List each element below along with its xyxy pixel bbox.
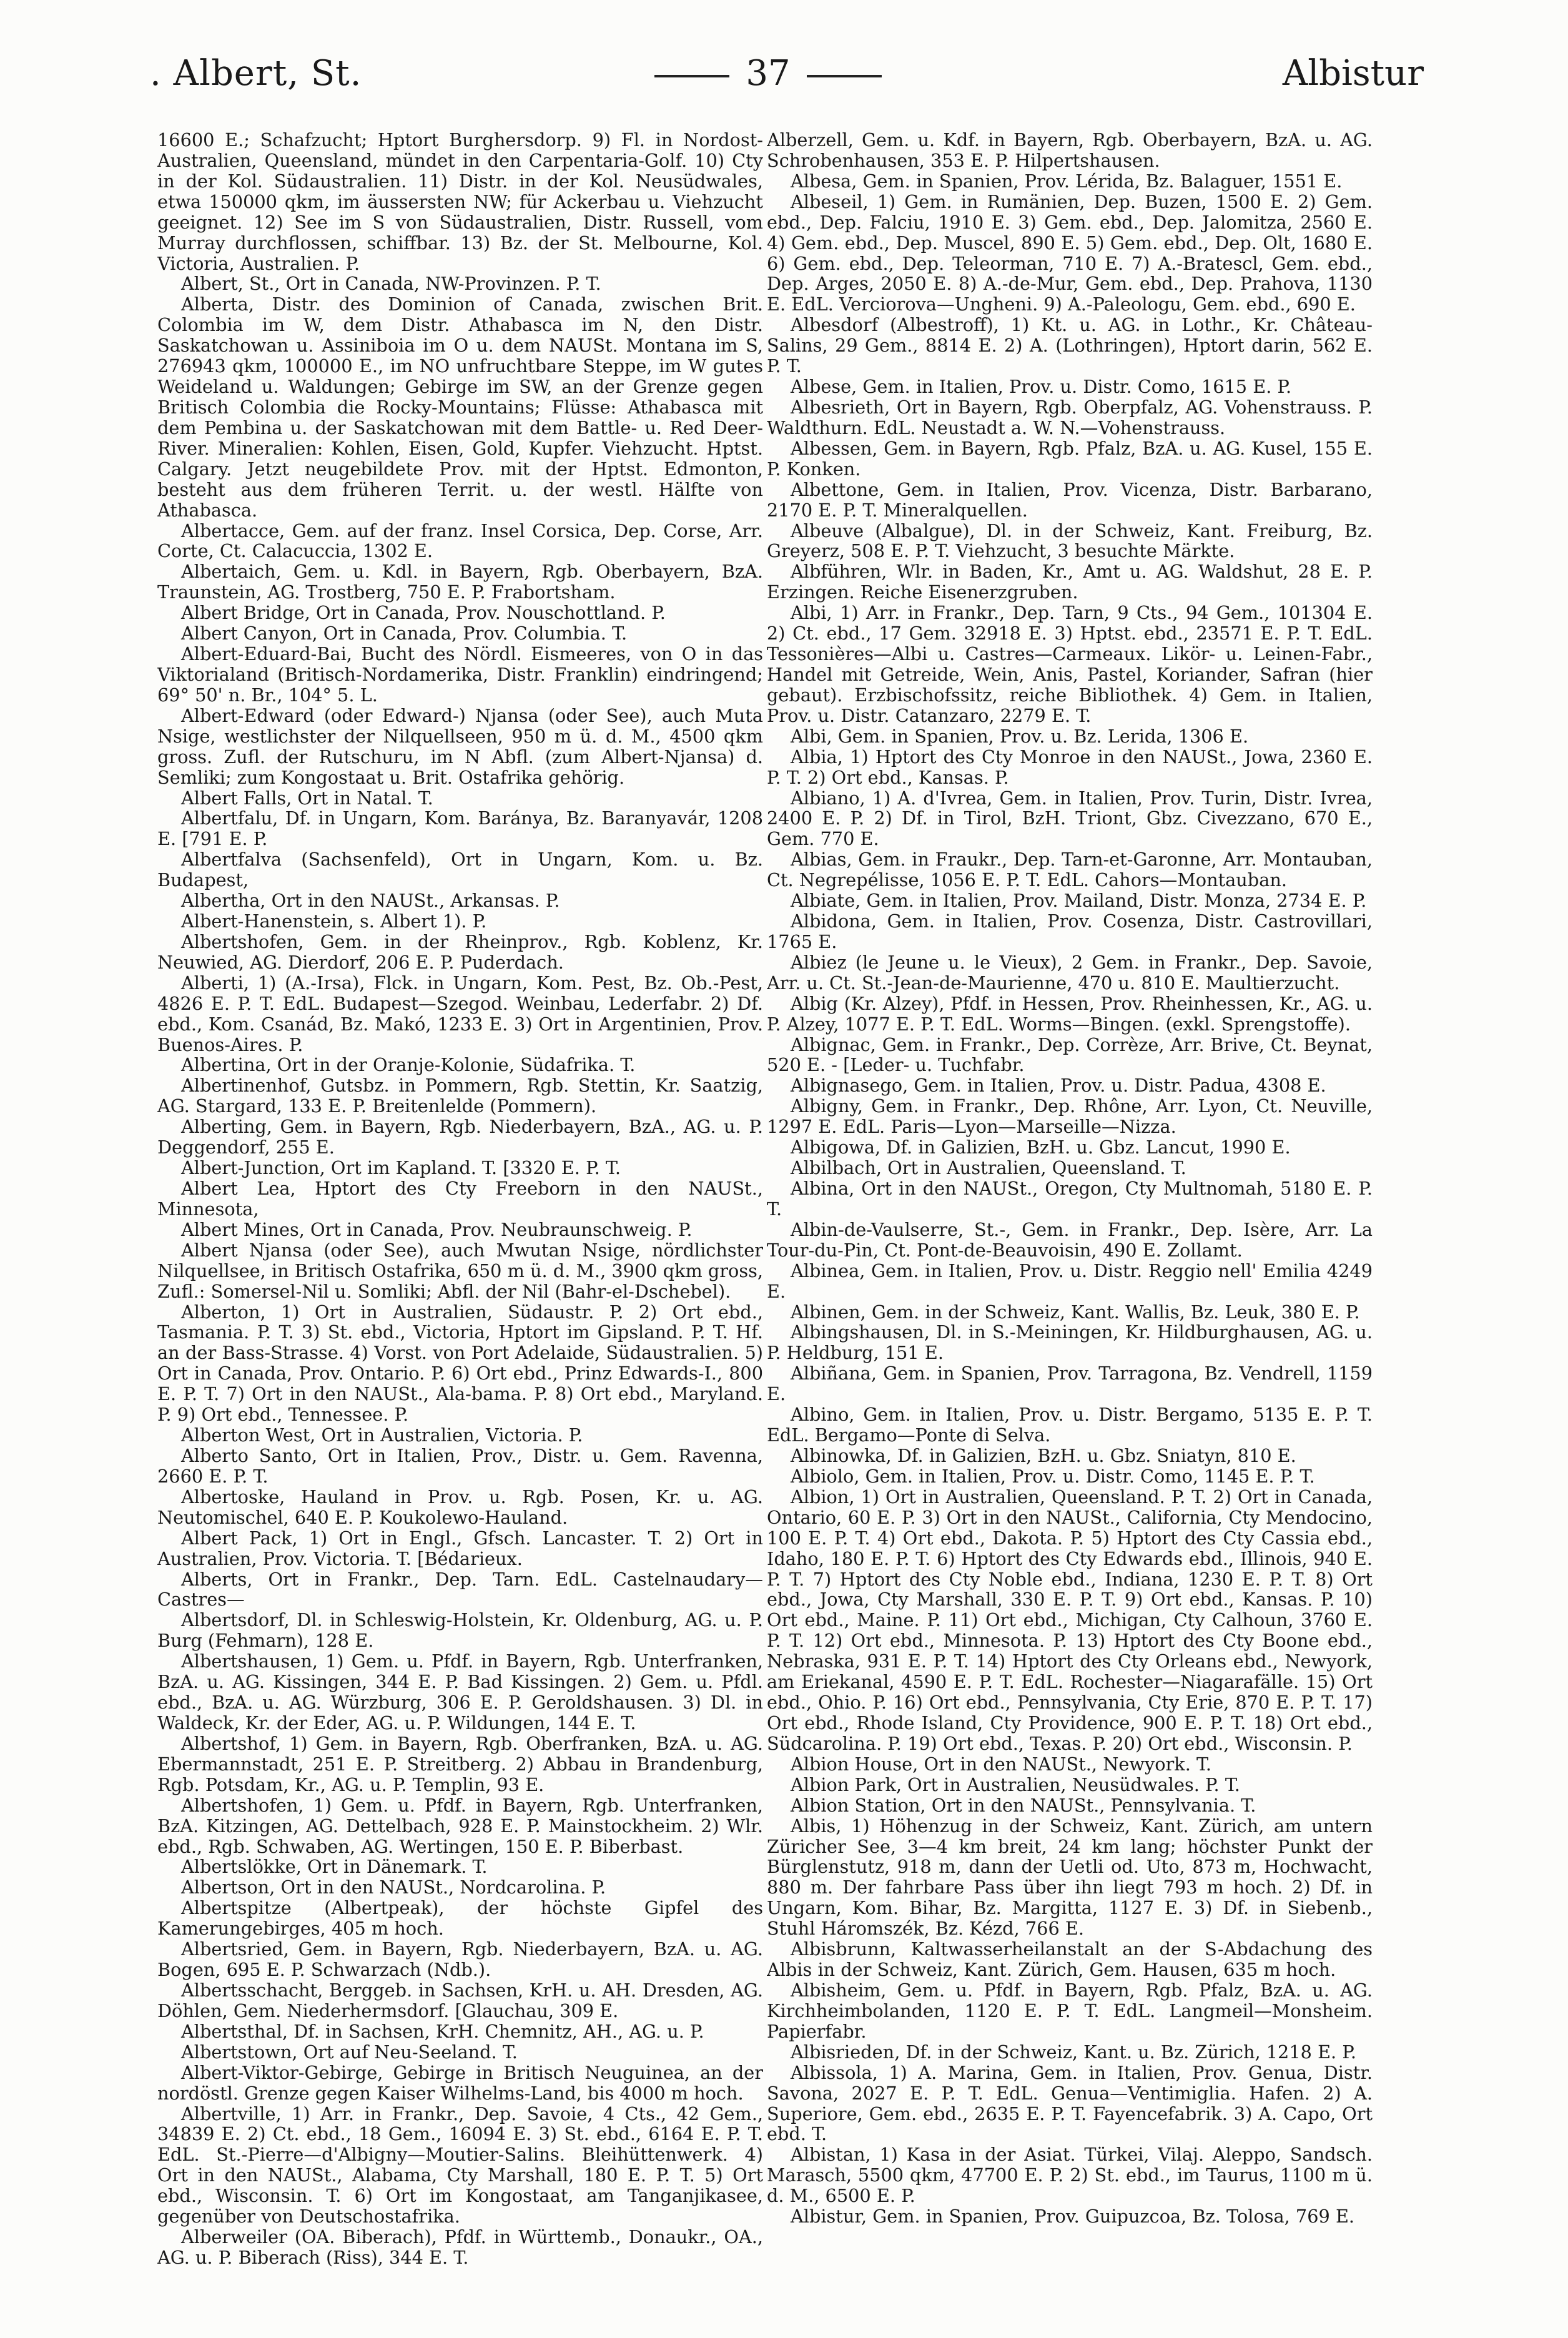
gazetteer-entry: Albertstown, Ort auf Neu-Seeland. T. [181, 2041, 518, 2063]
gazetteer-entry: Albert-Junction, Ort im Kapland. T. [3320 E. P. T. [181, 1157, 621, 1179]
gazetteer-entry: Albese, Gem. in Italien, Prov. u. Distr. Como, 1615 E. P. [791, 376, 1292, 398]
gazetteer-entry: Albertslökke, Ort in Dänemark. T. [181, 1856, 488, 1878]
gazetteer-entry: Albertaich, Gem. u. Kdl. in Bayern, Rgb. Oberbayern, BzA. Traunstein, AG. Trostberg, 750 E. P. Frabortsham. [157, 561, 763, 603]
gazetteer-entry: Albert, St., Ort in Canada, NW-Provinzen. P. T. [181, 273, 601, 295]
gazetteer-entry: Albingshausen, Dl. in S.-Meiningen, Kr. Hildburghausen, AG. u. P. Heldburg, 151 E. [767, 1321, 1373, 1364]
gazetteer-entry: Albesdorf (Albestroff), 1) Kt. u. AG. in Lothr., Kr. Château-Salins, 29 Gem., 8814 E. 2) A. (Lothringen), Hptort darin, 562 E. P. T. [767, 314, 1373, 377]
gazetteer-entry: Alberti, 1) (A.-Irsa), Flck. in Ungarn, Kom. Pest, Bz. Ob.-Pest, 4826 E. P. T. EdL. Budapest—Szegod. Weinbau, Lederfabr. 2) Df. ebd., Kom. Csanád, Bz. Makó, 1233 E. 3) Ort in Argentinien, Prov. Buenos-Aires. P. [157, 972, 763, 1055]
gazetteer-entry: Albin-de-Vaulserre, St.-, Gem. in Frankr., Dep. Isère, Arr. La Tour-du-Pin, Ct. Pont-de-Beauvoisin, 490 E. Zollamt. [767, 1218, 1373, 1261]
gazetteer-entry: Alberton West, Ort in Australien, Victoria. P. [181, 1424, 583, 1446]
gazetteer-entry: Albessen, Gem. in Bayern, Rgb. Pfalz, BzA. u. AG. Kusel, 155 E. P. Konken. [767, 437, 1373, 480]
gazetteer-entry: Albettone, Gem. in Italien, Prov. Vicenza, Distr. Barbarano, 2170 E. P. T. Mineralquellen. [767, 478, 1373, 521]
gazetteer-entry: Albistan, 1) Kasa in der Asiat. Türkei, Vilaj. Aleppo, Sandsch. Marasch, 5500 qkm, 47700 E. P. 2) St. ebd., im Taurus, 1100 m ü. d. M., 6500 E. P. [767, 2144, 1373, 2207]
gazetteer-entry: Albertsschacht, Berggeb. in Sachsen, KrH. u. AH. Dresden, AG. Döhlen, Gem. Niederhermsdorf. [Glauchau, 309 E. [157, 1979, 763, 2021]
gazetteer-entry: Albeseil, 1) Gem. in Rumänien, Dep. Buzen, 1500 E. 2) Gem. ebd., Dep. Falciu, 1910 E. 3) Gem. ebd., Dep. Jalomitza, 2560 E. 4) Gem. ebd., Dep. Muscel, 890 E. 5) Gem. ebd., Dep. Olt, 1680 E. 6) Gem. ebd., Dep. Teleorman, 710 E. 7) A.-Bratescl, Gem. ebd., Dep. Arges, 2050 E. 8) A.-de-Mur, Gem. ebd., Dep. Prahova, 1130 E. EdL. Verciorova—Ungheni. 9) A.-Paleologu, Gem. ebd., 690 E. [767, 190, 1373, 315]
gazetteer-entry: Albistur, Gem. in Spanien, Prov. Guipuzcoa, Bz. Tolosa, 769 E. [791, 2206, 1355, 2227]
gazetteer-entry: Albion, 1) Ort in Australien, Queensland. P. T. 2) Ort in Canada, Ontario, 60 E. P. 3) Ort in den NAUSt., California, Cty Mendocino, 100 E. P. T. 4) Ort ebd., Dakota. P. 5) Hptort des Cty Cassia ebd., Idaho, 180 E. P. T. 6) Hptort des Cty Edwards ebd., Illinois, 940 E. P. T. 7) Hptort des Cty Noble ebd., Indiana, 1230 E. P. T. 8) Ort ebd., Jowa, Cty Marshall, 330 E. P. T. 9) Ort ebd., Kansas. P. 10) Ort ebd., Maine. P. 11) Ort ebd., Michigan, Cty Calhoun, 3760 E. P. T. 12) Ort ebd., Minnesota. P. 13) Hptort des Cty Boone ebd., Nebraska, 931 E. P. T. 14) Hptort des Cty Orleans ebd., Newyork, am Eriekanal, 4590 E. P. T. EdL. Rochester—Niagarafälle. 15) Ort ebd., Ohio. P. 16) Ort ebd., Pennsylvania, Cty Erie, 870 E. P. T. 17) Ort ebd., Rhode Island, Cty Providence, 900 E. P. T. 18) Ort ebd., Südcarolina. P. 19) Ort ebd., Texas. P. 20) Ort ebd., Wisconsin. P. [767, 1486, 1373, 1754]
gazetteer-entry: Albias, Gem. in Fraukr., Dep. Tarn-et-Garonne, Arr. Montauban, Ct. Negrepélisse, 1056 E. P. T. EdL. Cahors—Montauban. [767, 849, 1373, 891]
gazetteer-entry: Alberting, Gem. in Bayern, Rgb. Niederbayern, BzA., AG. u. P. Deggendorf, 255 E. [157, 1116, 763, 1158]
gazetteer-entry: Albertshofen, 1) Gem. u. Pfdf. in Bayern, Rgb. Unterfranken, BzA. Kitzingen, AG. Dettelbach, 928 E. P. Mainstockheim. 2) Wlr. ebd., Rgb. Schwaben, AG. Wertingen, 150 E. P. Biberbast. [157, 1794, 763, 1857]
gazetteer-entry: 16600 E.; Schafzucht; Hptort Burghersdorp. 9) Fl. in Nordost-Australien, Queensland, mündet in den Carpentaria-Golf. 10) Cty in der Kol. Südaustralien. 11) Distr. in der Kol. Neusüdwales, etwa 150000 qkm, im äussersten NW; für Ackerbau u. Viehzucht geeignet. 12) See im S von Südaustralien, Distr. Russell, vom Murray durchflossen, schiffbar. 13) Bz. der St. Melbourne, Kol. Victoria, Australien. P. [157, 130, 763, 274]
gazetteer-entry: Albert Njansa (oder See), auch Mwutan Nsige, nördlichster Nilquellsee, in Britisch Ostafrika, 650 m ü. d. M., 3900 qkm gross, Zufl.: Somersel-Nil u. Somliki; Abfl. der Nil (Bahr-el-Dschebel). [157, 1239, 763, 1302]
gazetteer-entry: Albertspitze (Albertpeak), der höchste Gipfel des Kamerungebirges, 405 m hoch. [157, 1897, 763, 1940]
gazetteer-entry: Albi, 1) Arr. in Frankr., Dep. Tarn, 9 Cts., 94 Gem., 101304 E. 2) Ct. ebd., 17 Gem. 32918 E. 3) Hptst. ebd., 23571 E. P. T. EdL. Tessonières—Albi u. Castres—Carmeaux. Likör- u. Leinen-Fabr., Handel mit Getreide, Wein, Anis, Pastel, Koriander, Safran (hier gebaut). Erzbischofssitz, reiche Bibliothek. 4) Gem. in Italien, Prov. u. Distr. Catanzaro, 2279 E. T. [767, 602, 1373, 726]
header-rule-right [807, 75, 882, 77]
gazetteer-entry: Albia, 1) Hptort des Cty Monroe in den NAUSt., Jowa, 2360 E. P. T. 2) Ort ebd., Kansas. P. [767, 746, 1373, 788]
gazetteer-entry: Albertville, 1) Arr. in Frankr., Dep. Savoie, 4 Cts., 42 Gem., 34839 E. 2) Ct. ebd., 18 Gem., 16094 E. 3) St. ebd., 6164 E. P. T. EdL. St.-Pierre—d'Albigny—Moutier-Salins. Bleihüttenwerk. 4) Ort in den NAUSt., Alabama, Cty Marshall, 180 E. P. T. 5) Ort ebd., Wisconsin. T. 6) Ort im Kongostaat, am Tanganjikasee, gegenüber von Deutschostafrika. [157, 2103, 763, 2227]
page-number-block [612, 53, 924, 94]
gazetteer-entry: Albiñana, Gem. in Spanien, Prov. Tarragona, Bz. Vendrell, 1159 E. [767, 1363, 1373, 1405]
gazetteer-entry: Albert-Edward (oder Edward-) Njansa (oder See), auch Muta Nsige, westlichster der Nilquellseen, 950 m ü. d. M., 4500 qkm gross. Zufl. der Rutschuru, im N Abfl. (zum Albert-Njansa) d. Semliki; zum Kongostaat u. Brit. Ostafrika gehörig. [157, 704, 763, 788]
gazetteer-entry: Albesa, Gem. in Spanien, Prov. Lérida, Bz. Balaguer, 1551 E. [791, 170, 1343, 192]
gazetteer-entry: Albertshausen, 1) Gem. u. Pfdf. in Bayern, Rgb. Unterfranken, BzA. u. AG. Kissingen, 344 E. P. Bad Kissingen. 2) Gem. u. Pfdl. ebd., BzA. u. AG. Würzburg, 306 E. P. Geroldshausen. 3) Dl. in Waldeck, Kr. der Eder, AG. u. P. Wildungen, 144 E. T. [157, 1650, 763, 1734]
right-column [767, 130, 1373, 2303]
gazetteer-entry: Albertsthal, Df. in Sachsen, KrH. Chemnitz, AH., AG. u. P. [181, 2020, 704, 2042]
gazetteer-entry: Albertfalu, Df. in Ungarn, Kom. Baránya, Bz. Baranyavár, 1208 E. [791 E. P. [157, 807, 763, 850]
gazetteer-entry: Albion Station, Ort in den NAUSt., Pennsylvania. T. [791, 1794, 1256, 1816]
gazetteer-entry: Albertsried, Gem. in Bayern, Rgb. Niederbayern, BzA. u. AG. Bogen, 695 E. P. Schwarzach (Ndb.). [157, 1938, 763, 1981]
gazetteer-entry: Albigowa, Df. in Galizien, BzH. u. Gbz. Lancut, 1990 E. [791, 1137, 1291, 1158]
gazetteer-entry: Albisrieden, Df. in der Schweiz, Kant. u. Bz. Zürich, 1218 E. P. [791, 2041, 1356, 2063]
gazetteer-entry: Albion Park, Ort in Australien, Neusüdwales. P. T. [791, 1773, 1240, 1795]
gazetteer-entry: Albertoske, Hauland in Prov. u. Rgb. Posen, Kr. u. AG. Neutomischel, 640 E. P. Koukolewo-Hauland. [157, 1486, 763, 1528]
gazetteer-entry: Albinowka, Df. in Galizien, BzH. u. Gbz. Sniatyn, 810 E. [791, 1445, 1296, 1466]
gazetteer-entry: Albeuve (Albalgue), Dl. in der Schweiz, Kant. Freiburg, Bz. Greyerz, 508 E. P. T. Viehzucht, 3 besuchte Märkte. [767, 520, 1373, 562]
header-rule-left [654, 75, 729, 77]
gazetteer-entry: Albert Canyon, Ort in Canada, Prov. Columbia. T. [181, 623, 628, 644]
gazetteer-entry: Albert Mines, Ort in Canada, Prov. Neubraunschweig. P. [181, 1218, 693, 1240]
gazetteer-entry: Alberweiler (OA. Biberach), Pfdf. in Württemb., Donaukr., OA., AG. u. P. Biberach (Riss), 344 E. T. [157, 2226, 763, 2268]
gazetteer-entry: Albignasego, Gem. in Italien, Prov. u. Distr. Padua, 4308 E. [791, 1075, 1326, 1097]
gazetteer-entry: Albertshofen, Gem. in der Rheinprov., Rgb. Koblenz, Kr. Neuwied, AG. Dierdorf, 206 E. P. Puderdach. [157, 930, 763, 973]
gazetteer-entry: Albion House, Ort in den NAUSt., Newyork. T. [791, 1753, 1212, 1775]
gazetteer-entry: Albertacce, Gem. auf der franz. Insel Corsica, Dep. Corse, Arr. Corte, Ct. Calacuccia, 1302 E. [157, 520, 763, 562]
gazetteer-entry: Albis, 1) Höhenzug in der Schweiz, Kant. Zürich, am untern Züricher See, 3—4 km breit, 24 km lang; höchster Punkt der Bürglenstutz, 918 m, dann der Uetli od. Uto, 873 m, Hochwacht, 880 m. Der fahrbare Pass über ihn liegt 793 m hoch. 2) Df. in Ungarn, Kom. Bihar, Bz. Margitta, 1127 E. 3) Df. in Siebenb., Stuhl Háromszék, Bz. Kézd, 766 E. [767, 1815, 1373, 1940]
gazetteer-entry: Alberta, Distr. des Dominion of Canada, zwischen Brit. Colombia im W, dem Distr. Athabasca im N, den Distr. Saskatchowan u. Assiniboia im O u. dem NAUSt. Montana im S, 276943 qkm, 100000 E., im NO unfruchtbare Steppe, im W gutes Weideland u. Waldungen; Gebirge im SW, an der Grenze gegen Britisch Colombia die Rocky-Mountains; Flüsse: Athabasca mit dem Pembina u. der Saskatchowan mit dem Battle- u. Red Deer-River. Mineralien: Kohlen, Eisen, Gold, Kupfer. Viehzucht. Hptst. Calgary. Jetzt neugebildete Prov. mit der Hptst. Edmonton, besteht aus dem früheren Territ. u. der westl. Hälfte von Athabasca. [157, 293, 763, 521]
gazetteer-entry: Albertshof, 1) Gem. in Bayern, Rgb. Oberfranken, BzA. u. AG. Ebermannstadt, 251 E. P. Streitberg. 2) Abbau in Brandenburg, Rgb. Potsdam, Kr., AG. u. P. Templin, 93 E. [157, 1732, 763, 1795]
gazetteer-entry: Albertfalva (Sachsenfeld), Ort in Ungarn, Kom. u. Bz. Budapest, [157, 849, 763, 891]
running-head-right: Albistur [1282, 53, 1424, 94]
gazetteer-entry: Albino, Gem. in Italien, Prov. u. Distr. Bergamo, 5135 E. P. T. EdL. Bergamo—Ponte di Selva. [767, 1404, 1373, 1446]
gazetteer-entry: Albiez (le Jeune u. le Vieux), 2 Gem. in Frankr., Dep. Savoie, Arr. u. Ct. St.-Jean-de-Maurienne, 470 u. 810 E. Maultierzucht. [767, 951, 1373, 994]
gazetteer-entry: Alberzell, Gem. u. Kdf. in Bayern, Rgb. Oberbayern, BzA. u. AG. Schrobenhausen, 353 E. P. Hilpertshausen. [767, 130, 1373, 171]
gazetteer-entry: Albert Pack, 1) Ort in Engl., Gfsch. Lancaster. T. 2) Ort in Australien, Prov. Victoria. T. [Bédarieux. [157, 1527, 763, 1569]
gazetteer-entry: Albidona, Gem. in Italien, Prov. Cosenza, Distr. Castrovillari, 1765 E. [767, 910, 1373, 952]
gazetteer-entry: Albissola, 1) A. Marina, Gem. in Italien, Prov. Genua, Distr. Savona, 2027 E. P. T. EdL. Genua—Ventimiglia. Hafen. 2) A. Superiore, Gem. ebd., 2635 E. P. T. Fayencefabrik. 3) A. Capo, Ort ebd. T. [767, 2061, 1373, 2145]
gazetteer-entry: Albinen, Gem. in der Schweiz, Kant. Wallis, Bz. Leuk, 380 E. P. [791, 1301, 1360, 1323]
page-number: 37 [746, 53, 791, 94]
gazetteer-entry: Alberton, 1) Ort in Australien, Südaustr. P. 2) Ort ebd., Tasmania. P. T. 3) St. ebd., Victoria, Hptort im Gipsland. P. T. Hf. an der Bass-Strasse. 4) Vorst. von Port Adelaide, Südaustralien. 5) Ort in Canada, Prov. Ontario. P. 6) Ort ebd., Prinz Edwards-I., 800 E. P. T. 7) Ort in den NAUSt., Ala-bama. P. 8) Ort ebd., Maryland. P. 9) Ort ebd., Tennessee. P. [157, 1301, 763, 1426]
gazetteer-entry: Albertson, Ort in den NAUSt., Nordcarolina. P. [181, 1877, 606, 1898]
gazetteer-entry: Albführen, Wlr. in Baden, Kr., Amt u. AG. Waldshut, 28 E. P. Erzingen. Reiche Eisenerzgruben. [767, 561, 1373, 603]
gazetteer-entry: Albi, Gem. in Spanien, Prov. u. Bz. Lerida, 1306 E. [791, 725, 1249, 747]
gazetteer-entry: Albinea, Gem. in Italien, Prov. u. Distr. Reggio nell' Emilia 4249 E. [767, 1260, 1373, 1302]
running-head-left: . Albert, St. [150, 53, 362, 94]
gazetteer-entry: Alberts, Ort in Frankr., Dep. Tarn. EdL. Castelnaudary—Castres— [157, 1568, 763, 1610]
left-column [157, 130, 763, 2303]
gazetteer-entry: Albina, Ort in den NAUSt., Oregon, Cty Multnomah, 5180 E. P. T. [767, 1178, 1373, 1220]
gazetteer-entry: Albertsdorf, Dl. in Schleswig-Holstein, Kr. Oldenburg, AG. u. P. Burg (Fehmarn), 128 E. [157, 1609, 763, 1652]
gazetteer-entry: Albert-Viktor-Gebirge, Gebirge in Britisch Neuguinea, an der nordöstl. Grenze gegen Kaiser Wilhelms-Land, bis 4000 m hoch. [157, 2061, 763, 2104]
gazetteer-entry: Albert Lea, Hptort des Cty Freeborn in den NAUSt., Minnesota, [157, 1178, 763, 1220]
gazetteer-entry: Albert-Eduard-Bai, Bucht des Nördl. Eismeeres, von O in das Viktorialand (Britisch-Nordamerika, Distr. Franklin) eindringend; 69° 50' n. Br., 104° 5. L. [157, 643, 763, 706]
gazetteer-entry: Albignac, Gem. in Frankr., Dep. Corrèze, Arr. Brive, Ct. Beynat, 520 E. - [Leder- u. Tuchfabr. [767, 1033, 1373, 1076]
gazetteer-entry: Albisheim, Gem. u. Pfdf. in Bayern, Rgb. Pfalz, BzA. u. AG. Kirchheimbolanden, 1120 E. P. T. EdL. Langmeil—Monsheim. Papierfabr. [767, 1979, 1373, 2042]
gazetteer-entry: Albert Bridge, Ort in Canada, Prov. Nouschottland. P. [181, 602, 666, 624]
gazetteer-entry: Albiano, 1) A. d'Ivrea, Gem. in Italien, Prov. Turin, Distr. Ivrea, 2400 E. P. 2) Df. in Tirol, BzH. Triont, Gbz. Civezzano, 670 E., Gem. 770 E. [767, 787, 1373, 850]
gazetteer-entry: Albilbach, Ort in Australien, Queensland. T. [791, 1157, 1186, 1179]
gazetteer-entry: Albert Falls, Ort in Natal. T. [181, 787, 433, 809]
gazetteer-entry: Albisbrunn, Kaltwasserheilanstalt an der S-Abdachung des Albis in der Schweiz, Kant. Zürich, Gem. Hausen, 635 m hoch. [767, 1938, 1373, 1981]
page-header [150, 53, 1424, 103]
gazetteer-entry: Albertha, Ort in den NAUSt., Arkansas. P. [181, 890, 560, 912]
gazetteer-entry: Albig (Kr. Alzey), Pfdf. in Hessen, Prov. Rheinhessen, Kr., AG. u. P. Alzey, 1077 E. P. T. EdL. Worms—Bingen. (exkl. Sprengstoffe). [767, 992, 1373, 1035]
gazetteer-entry: Albertina, Ort in der Oranje-Kolonie, Südafrika. T. [181, 1054, 636, 1076]
gazetteer-entry: Albert-Hanenstein, s. Albert 1). P. [181, 910, 487, 932]
gazetteer-entry: Albiolo, Gem. in Italien, Prov. u. Distr. Como, 1145 E. P. T. [791, 1465, 1315, 1487]
gazetteer-entry: Alberto Santo, Ort in Italien, Prov., Distr. u. Gem. Ravenna, 2660 E. P. T. [157, 1445, 763, 1487]
gazetteer-entry: Albertinenhof, Gutsbz. in Pommern, Rgb. Stettin, Kr. Saatzig, AG. Stargard, 133 E. P. Breitenlelde (Pommern). [157, 1075, 763, 1117]
gazetteer-entry: Albiate, Gem. in Italien, Prov. Mailand, Distr. Monza, 2734 E. P. [791, 890, 1367, 912]
gazetteer-entry: Albesrieth, Ort in Bayern, Rgb. Oberpfalz, AG. Vohenstrauss. P. Waldthurn. EdL. Neustadt a. W. N.—Vohenstrauss. [767, 396, 1373, 438]
gazetteer-entry: Albigny, Gem. in Frankr., Dep. Rhône, Arr. Lyon, Ct. Neuville, 1297 E. EdL. Paris—Lyon—Marseille—Nizza. [767, 1095, 1373, 1138]
